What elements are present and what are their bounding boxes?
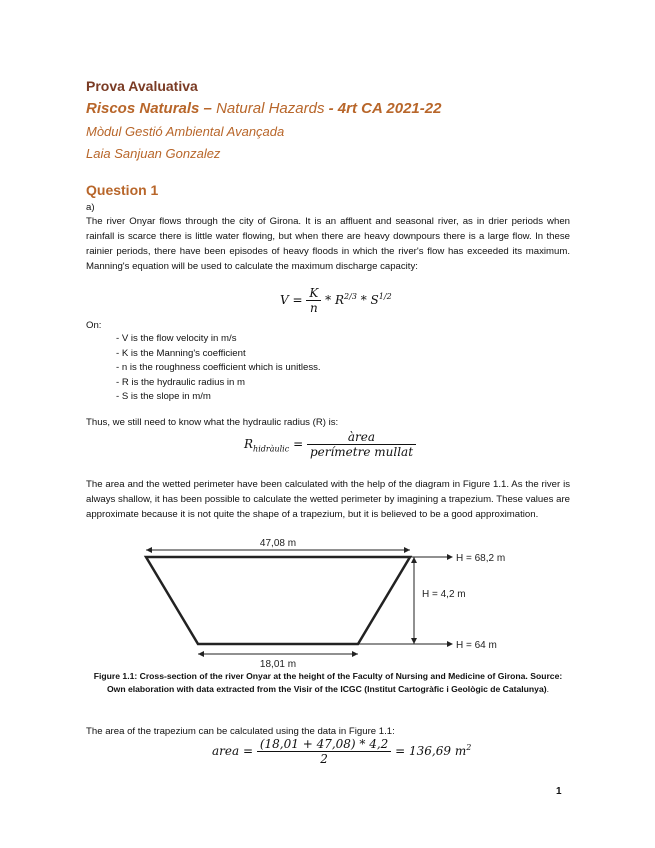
height-label: H = 4,2 m [422,589,466,600]
caption-title: : Cross-section of the river Onyar at the height of the Faculty of Nursing and Medicine of Girona. [134,671,528,681]
top-level-label: H = 68,2 m [456,553,506,564]
manning-equation [280,286,392,315]
manning-fraction [306,286,321,315]
arrowhead-left [198,651,204,657]
arrowhead-down [411,638,417,644]
arrowhead-right [404,547,410,553]
question-title: Question 1 [86,182,159,198]
rh-subscript: hidràulic [253,444,290,454]
r-exponent: 2/3 [344,292,357,301]
cross-section-diagram [120,534,520,672]
caption-source-text: Own elaboration with data extracted from the Visir of the ICGC (Institut Cartogràfic i Geològic de Catalunya) [106,684,547,694]
caption-end: . [546,684,549,694]
page-number: 1 [556,786,562,797]
area-result: = 136,69 m [395,744,467,758]
course-title-italic: Natural Hazards [216,100,325,117]
on-label: On: [86,320,102,331]
course-year: - 4rt CA 2021-22 [328,100,442,117]
s-exponent: 1/2 [378,292,392,301]
hydraulic-intro: Thus, we still need to know what the hydraulic radius (R) is: [86,417,339,428]
caption-source-label: Source: [530,671,563,681]
trapezium-intro: The area of the trapezium can be calculated using the data in Figure 1.1: [86,726,395,737]
area-unit-exponent: 2 [466,743,472,752]
definition-item: - n is the roughness coefficient which is unitless. [116,362,321,373]
hydraulic-radius-equation: $R_{hidràulic}$ = $\frac{\text{àrea}}{\text{perímetre mullat}}$ [244,430,416,459]
definition-list [116,332,321,405]
definition-item: - K is the Manning's coefficient [116,347,246,359]
arrowhead-right [352,651,358,657]
top-level-marker [410,553,505,564]
rh-denominator: perímetre mullat [309,445,414,459]
arrowhead-up [411,557,417,563]
arrowhead-top-level [447,554,453,560]
arrowhead-bottom-level [447,641,453,647]
bottom-width-label: 18,01 m [259,659,297,670]
intro-paragraph: The river Onyar flows through the city of Girona. It is an affluent and seasonal river, as in drier periods when rainfall is scarce there is little water flowing, but when there are heavy downpours there is a large flow. In these rainier periods, there have been episodes of heavy floods in which the river's flow has exceeded its maximum. Manning's equation will be used to calculate the maximum discharge capacity: [86,216,570,272]
rh-numerator: àrea [307,430,416,445]
rh-fraction [307,430,416,459]
figure-caption [86,670,570,696]
question-part: a) [86,202,95,213]
definition-item: - R is the hydraulic radius in m [116,376,246,388]
manning-denominator: n [309,301,318,315]
height-dimension [411,557,466,644]
rh-lhs: R [244,437,254,451]
bottom-level-label: H = 64 m [456,640,497,651]
top-width-dimension [146,538,410,553]
trapezium-shape [146,557,410,644]
bottom-level-marker [358,640,497,651]
bottom-width-dimension [198,651,358,670]
manning-lhs: V = [280,293,303,307]
manning-numerator: K [306,286,321,301]
manning-s: * S [360,293,379,307]
area-denominator: 2 [320,752,328,766]
exam-title: Prova Avaluativa [86,78,198,94]
course-title [86,100,441,117]
definition-item: - S is the slope in m/m [116,391,211,402]
definition-item: - V is the flow velocity in m/s [116,333,237,344]
caption-label: Figure 1.1 [93,671,135,681]
area-paragraph: The area and the wetted perimeter have been calculated with the help of the diagram in Figure 1.1. As the river is always shallow, it has been possible to calculate the wetted perimeter by imagining a trapezium. These values are approximate because it is not quite the shape of a trapezium, but it is believed to be a good approximation. [86,479,570,520]
area-equation [212,737,471,766]
author-name: Laia Sanjuan Gonzalez [86,146,221,161]
manning-r: * R [325,293,345,307]
area-numerator: (18,01 + 47,08) * 4,2 [257,737,391,752]
area-lhs: area = [212,744,254,758]
module-name: Mòdul Gestió Ambiental Avançada [86,124,285,139]
top-width-label: 47,08 m [259,538,297,549]
course-title-bold: Riscos Naturals – [86,100,212,117]
arrowhead-left [146,547,152,553]
area-fraction [257,737,391,766]
